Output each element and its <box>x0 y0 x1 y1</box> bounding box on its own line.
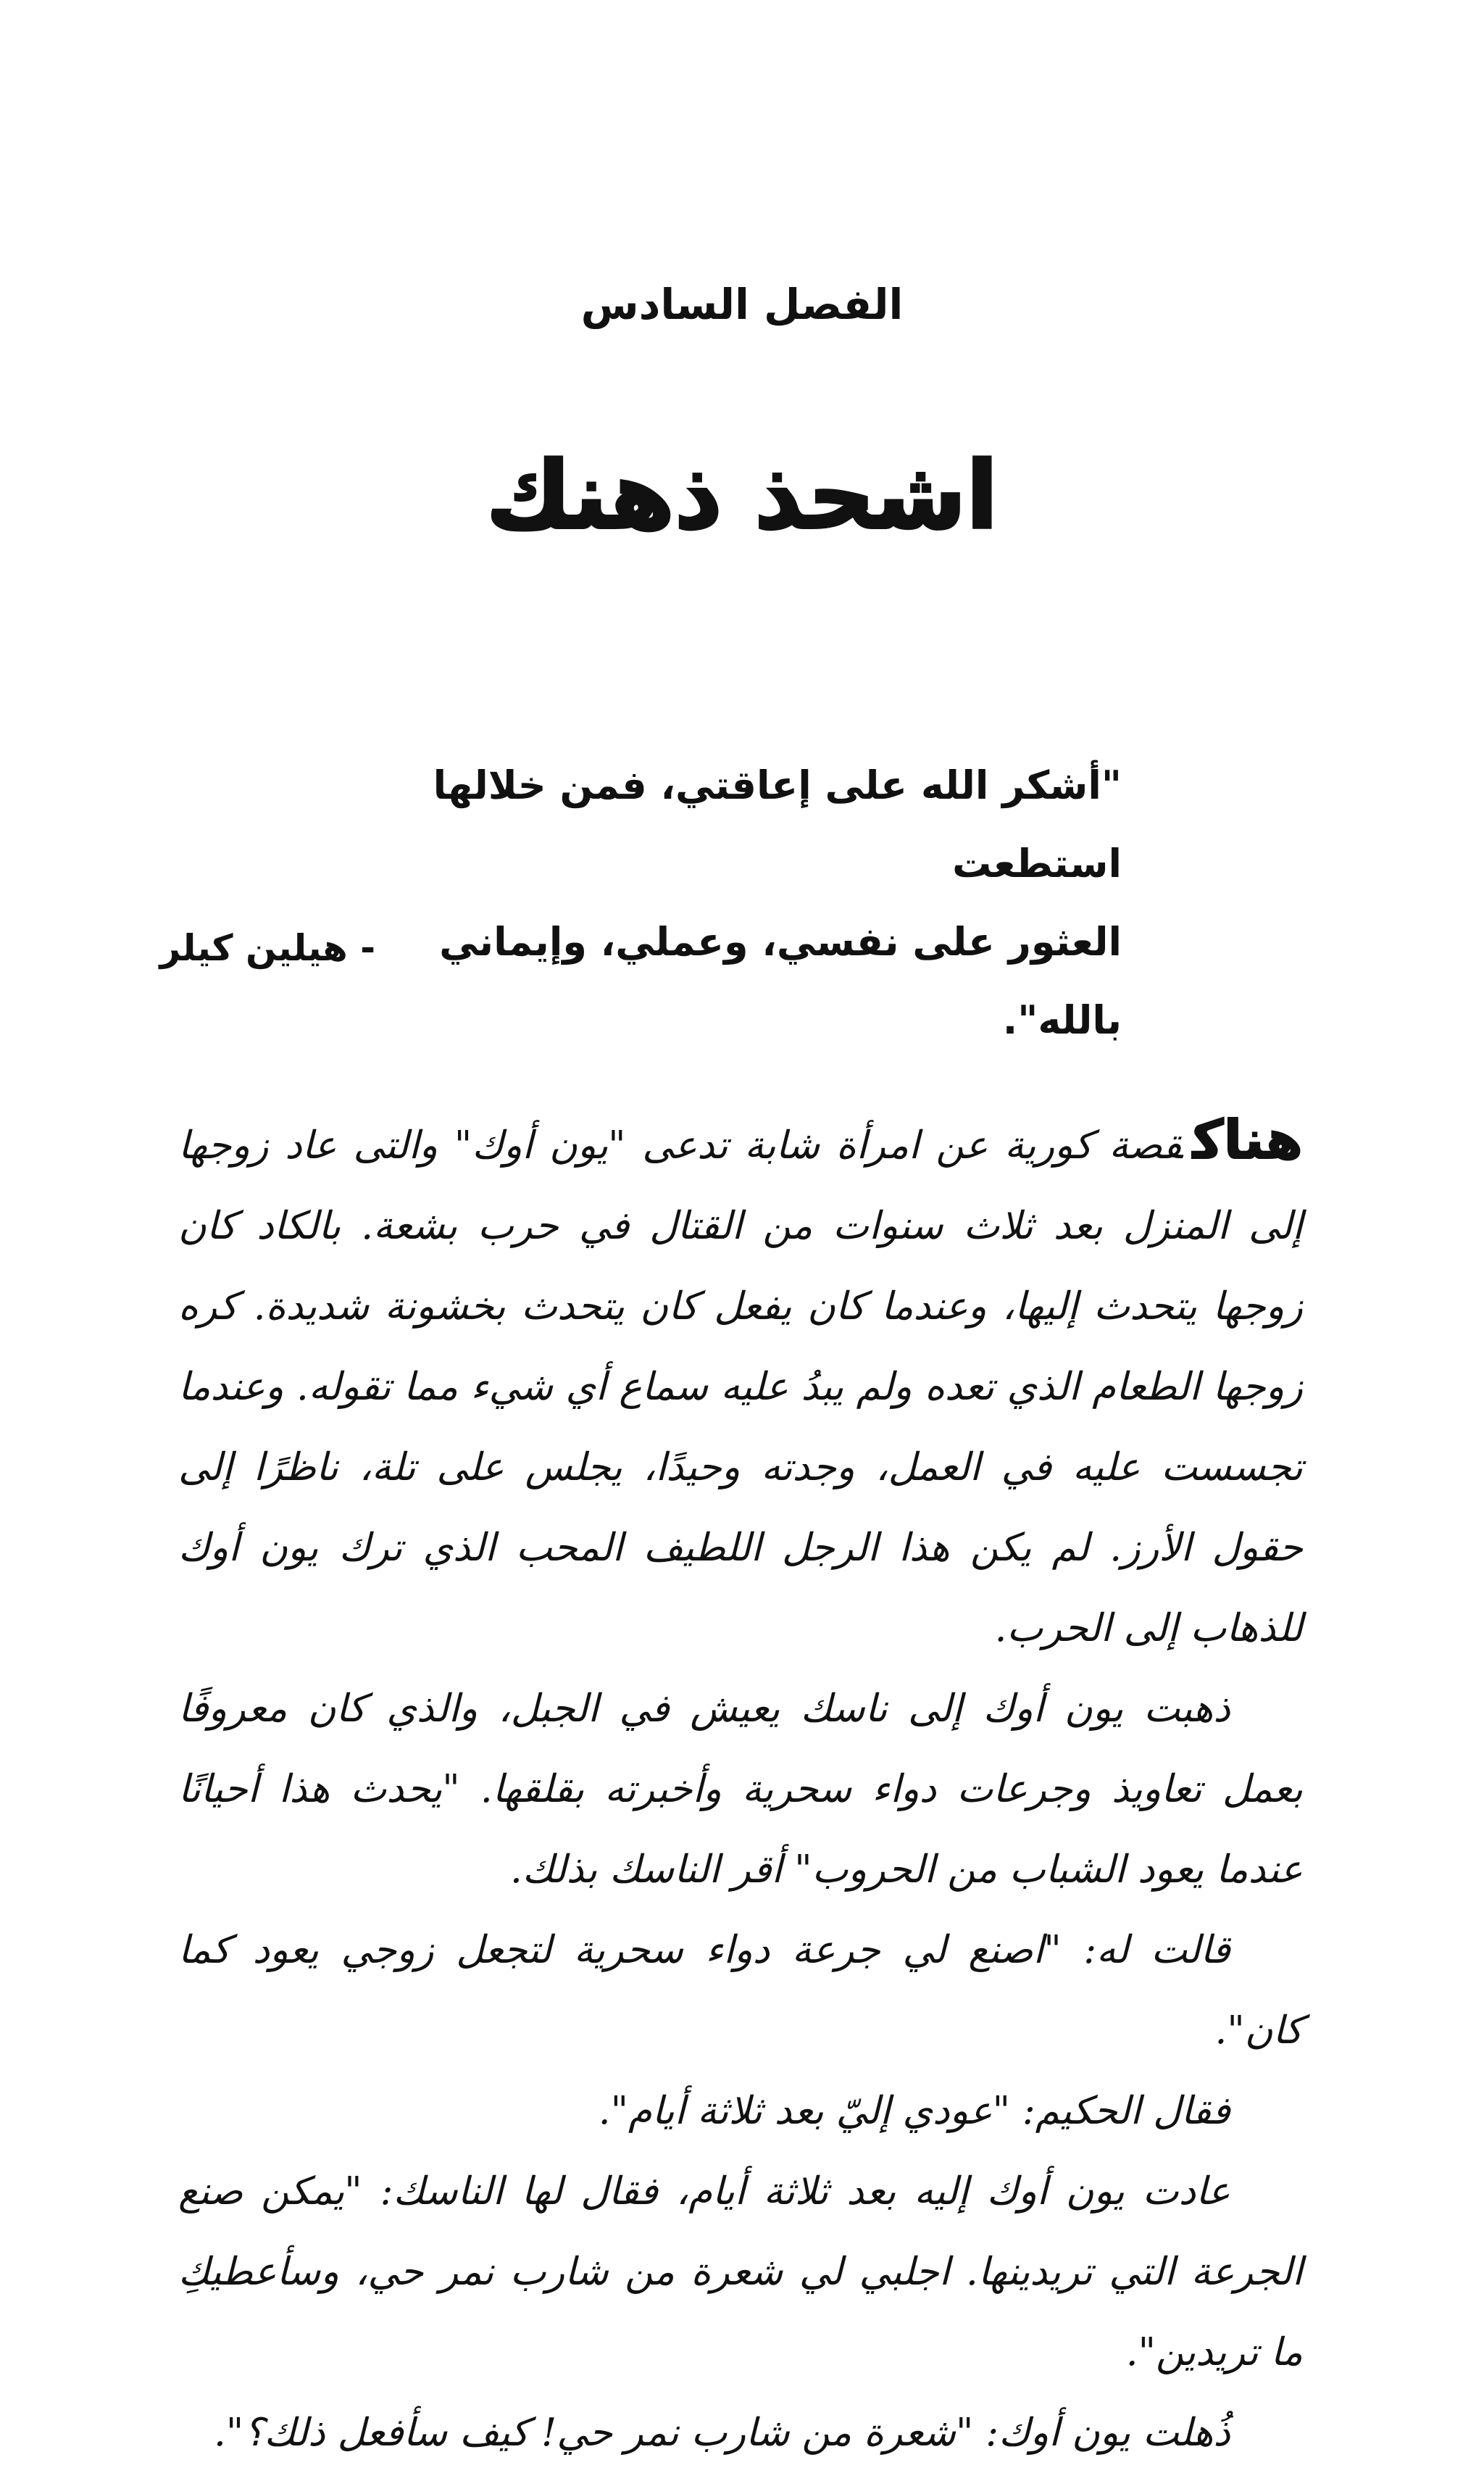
paragraph: فقال الحكيم: "عودي إليّ بعد ثلاثة أيام". <box>598 2089 1230 2133</box>
epigraph-quote <box>368 747 1122 1060</box>
epigraph-line: العثور على نفسي، وعملي، وإيماني بالله". <box>439 919 1122 1043</box>
chapter-title: اشحذ ذهنك <box>485 442 999 550</box>
epigraph-line: "أشكر الله على إعاقتي، فمن خلالها استطعت <box>433 762 1122 886</box>
body-text <box>178 1100 1303 2473</box>
lead-word: هناك <box>1192 1109 1303 1171</box>
epigraph-attribution: - هيلين كيلر <box>159 927 375 969</box>
paragraph-text: قصة كورية عن امرأة شابة تدعى "يون أوك" والتى عاد زوجها إلى المنزل بعد ثلاث سنوات من القتال في حرب بشعة. بالكاد كان زوجها يتحدث إليها، وعندما كان يفعل كان يتحدث بخشونة شديدة. كره زوجها الطعام الذي تعده ولم يبدُ عليه سماع أي شيء مما تقوله. وعندما تجسست عليه في العمل، وجدته وحيدًا، يجلس على تلة، ناظرًا إلى حقول الأرز. لم يكن هذا الرجل اللطيف المحب الذي ترك يون أوك للذهاب إلى الحرب. <box>178 1123 1303 1650</box>
paragraph: ذهبت يون أوك إلى ناسك يعيش في الجبل، والذي كان معروفًا بعمل تعاويذ وجرعات دواء سحرية وأخبرته بقلقها. "يحدث هذا أحيانًا عندما يعود الشباب من الحروب" أقر الناسك بذلك. <box>178 1687 1303 1892</box>
chapter-label: الفصل السادس <box>580 280 904 329</box>
paragraph: ذُهلت يون أوك: "شعرة من شارب نمر حي! كيف سأفعل ذلك؟". <box>214 2411 1230 2455</box>
paragraph: قالت له: "اصنع لي جرعة دواء سحرية لتجعل زوجي يعود كما كان". <box>178 1928 1303 2053</box>
paragraph: عادت يون أوك إليه بعد ثلاثة أيام، فقال لها الناسك: "يمكن صنع الجرعة التي تريدينها. اجلبي لي شعرة من شارب نمر حي، وسأعطيكِ ما تريدين". <box>178 2169 1303 2374</box>
paragraph <box>178 1100 1303 1668</box>
